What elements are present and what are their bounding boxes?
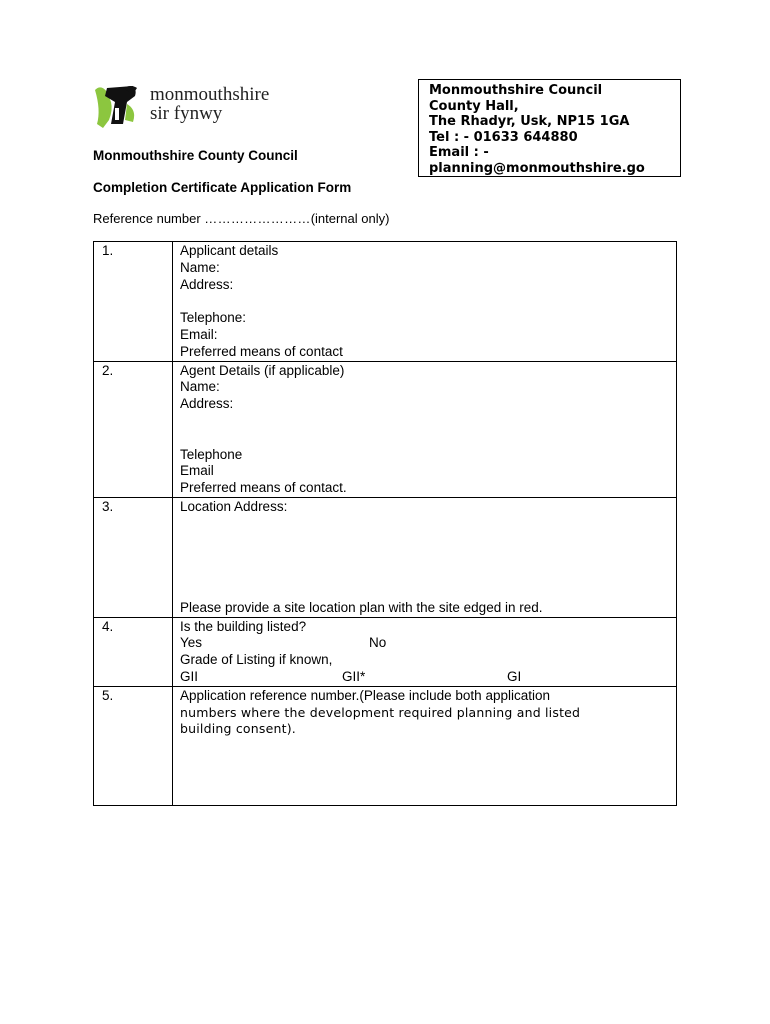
reference-label: Reference number (93, 211, 205, 226)
site-plan-note: Please provide a site location plan with the site edged in red. (180, 599, 543, 615)
logo-wordmark (150, 85, 269, 123)
section-number: 4. (94, 617, 173, 686)
telephone-field[interactable]: Telephone (180, 446, 243, 462)
listed-question: Is the building listed? (180, 618, 307, 634)
name-field[interactable]: Name: (180, 379, 220, 395)
application-reference-note (180, 705, 676, 737)
address-field[interactable]: Address: (180, 276, 234, 292)
section-row-location (94, 497, 677, 617)
address-line: Monmouthshire Council (429, 83, 603, 98)
section-number: 5. (94, 686, 173, 805)
section-title: Applicant details (180, 243, 279, 258)
dragon-emblem-icon (93, 80, 149, 132)
section-row-agent (94, 361, 677, 497)
section-row-listed (94, 617, 677, 686)
section-number: 3. (94, 497, 173, 617)
blank-line (180, 413, 676, 430)
email-field[interactable]: Email: (180, 326, 218, 342)
email-field[interactable]: Email (180, 463, 214, 479)
section-number: 1. (94, 242, 173, 362)
location-address-field[interactable]: Location Address: (180, 498, 288, 514)
section-number: 2. (94, 361, 173, 497)
name-field[interactable]: Name: (180, 259, 220, 275)
council-logo (93, 80, 279, 132)
section-content-applicant (173, 242, 677, 362)
contact-preference-field[interactable]: Preferred means of contact (180, 343, 343, 359)
grade-ii-star-option[interactable]: GII* (342, 668, 366, 684)
council-name-heading: Monmouthshire County Council (93, 148, 298, 163)
section-row-reference (94, 686, 677, 805)
listed-yes-option[interactable]: Yes (180, 635, 203, 651)
council-address-box (418, 79, 681, 177)
logo-line-1: monmouthshire (150, 84, 270, 105)
blank-line (180, 293, 676, 310)
grade-i-option[interactable]: GI (507, 668, 522, 684)
section-content-agent (173, 361, 677, 497)
section-row-applicant (94, 242, 677, 362)
address-line: The Rhadyr, Usk, NP15 1GA (429, 114, 630, 130)
application-form-table (93, 241, 677, 806)
address-line: Email : - (429, 145, 489, 161)
section-title: Agent Details (if applicable) (180, 362, 345, 378)
section-content-location (173, 497, 677, 617)
grade-ii-option[interactable]: GII (180, 668, 199, 684)
address-line: planning@monmouthshire.go (429, 160, 645, 176)
application-reference-label[interactable]: Application reference number.(Please include both application (180, 687, 550, 703)
contact-preference-field[interactable]: Preferred means of contact. (180, 480, 347, 496)
section-content-listed (173, 617, 677, 686)
grade-label: Grade of Listing if known, (180, 652, 333, 668)
form-title: Completion Certificate Application Form (93, 180, 352, 195)
reference-suffix: (internal only) (310, 211, 390, 226)
grade-choices (180, 669, 676, 686)
reference-dots[interactable]: …………………… (204, 211, 311, 226)
telephone-field[interactable]: Telephone: (180, 310, 247, 326)
blank-line (180, 430, 676, 447)
address-line: Tel : - 01633 644880 (429, 129, 578, 145)
section-content-reference (173, 686, 677, 805)
listed-choices (180, 635, 676, 652)
address-field[interactable]: Address: (180, 396, 234, 412)
listed-no-option[interactable]: No (369, 635, 387, 651)
note-line: numbers where the development required planning and listed (180, 704, 581, 720)
reference-number-line (93, 211, 389, 226)
address-line: County Hall, (429, 98, 519, 114)
note-line: building consent). (180, 720, 296, 736)
logo-line-2: sir fynwy (150, 103, 223, 124)
